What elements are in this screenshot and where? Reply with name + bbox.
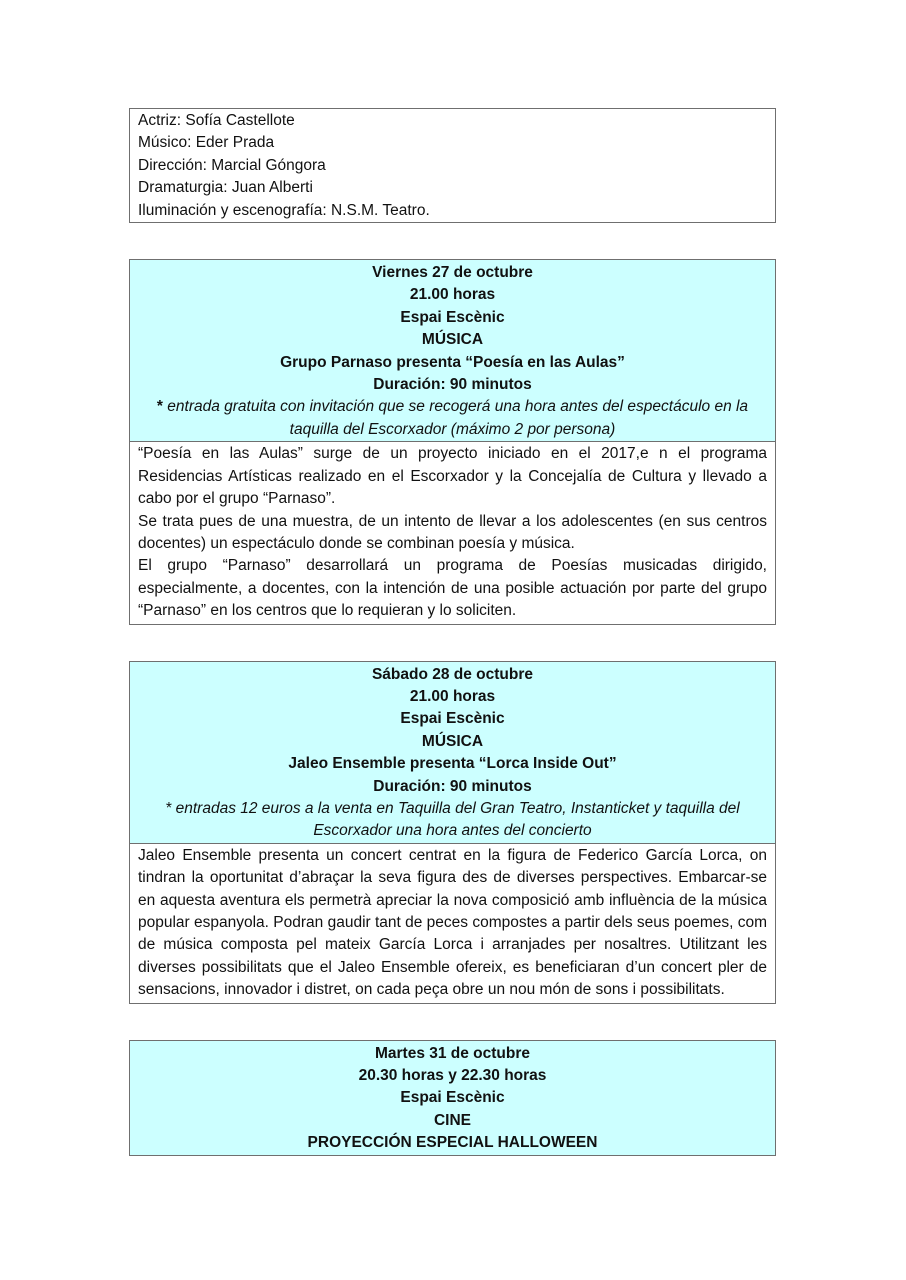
event-venue: Espai Escènic [400, 308, 505, 326]
credits-cell [130, 109, 775, 222]
event-time: 21.00 horas [409, 286, 496, 304]
credits-table [129, 108, 776, 223]
description-paragraph: Jaleo Ensemble presenta un concert centrat en la figura de Federico García Lorca, on tindran la oportunitat d’abraçar la seva figura des de diverses perspectives. Embarcar-se en aquesta aventura els permetrà apreciar la nova composició amb influència de la música popular espanyola. Podran gaudir tant de peces compostes a partir dels seus poemes, com de música composta pel mateix García Lorca i arranjades per nosaltres. Utilitzant les diverses possibilitats que el Jaleo Ensemble ofereix, es beneficiaran d’un concert pler de sensacions, innovador i distret, on cada peça obre un nou món de sons i possibilitats. [138, 846, 767, 999]
event-header [130, 662, 775, 843]
credit-line: Actriz: Sofía Castellote [138, 112, 295, 129]
note-text: entradas 12 euros a la venta en Taquilla del Gran Teatro, Instanticket y taquilla del Escorxador una hora antes del concierto [171, 799, 740, 840]
event-table-halloween [129, 1040, 776, 1156]
note-text: entrada gratuita con invitación que se recogerá una hora antes del espectáculo en la taquilla del Escorxador (máximo 2 por persona) [162, 398, 749, 438]
note-asterisk: * [165, 799, 172, 817]
event-category: MÚSICA [421, 331, 484, 349]
event-duration: Duración: 90 minutos [373, 777, 532, 795]
note-asterisk: * [156, 398, 163, 416]
event-ticket-note [138, 798, 767, 843]
event-table-jaleo [129, 661, 776, 1004]
event-title: PROYECCIÓN ESPECIAL HALLOWEEN [307, 1134, 598, 1152]
event-description [130, 843, 775, 1003]
event-time: 20.30 horas y 22.30 horas [358, 1067, 547, 1085]
credit-line: Dirección: Marcial Góngora [138, 156, 326, 174]
event-category: CINE [433, 1111, 472, 1129]
credit-line: Dramaturgia: Juan Alberti [138, 179, 313, 197]
event-header [130, 1041, 775, 1155]
event-date: Martes 31 de octubre [374, 1044, 531, 1062]
event-venue: Espai Escènic [400, 1089, 505, 1107]
document-page [129, 108, 776, 1156]
event-title: Jaleo Ensemble presenta “Lorca Inside Out” [288, 755, 617, 773]
credit-line: Iluminación y escenografía: N.S.M. Teatro. [138, 201, 430, 219]
description-paragraph: El grupo “Parnaso” desarrollará un programa de Poesías musicadas dirigido, especialmente, a docentes, con la intención de una posible actuación por parte del grupo “Parnaso” en los centros que lo requieran y lo soliciten. [138, 557, 767, 620]
event-table-parnaso [129, 259, 776, 625]
credit-line: Músico: Eder Prada [138, 134, 275, 152]
event-description [130, 441, 775, 623]
event-category: MÚSICA [421, 732, 484, 750]
event-duration: Duración: 90 minutos [373, 376, 532, 394]
event-date: Viernes 27 de octubre [372, 264, 533, 282]
event-venue: Espai Escènic [400, 710, 505, 728]
event-title: Grupo Parnaso presenta “Poesía en las Aulas” [280, 353, 625, 371]
event-header [130, 260, 775, 441]
event-time: 21.00 horas [409, 687, 496, 705]
event-ticket-note [138, 396, 767, 441]
description-paragraph: “Poesía en las Aulas” surge de un proyecto iniciado en el 2017,e n el programa Residencias Artísticas realizado en el Escorxador y la Concejalía de Cultura y llevado a cabo por el grupo “Parnaso”. [138, 445, 767, 508]
event-date: Sábado 28 de octubre [371, 665, 534, 683]
description-paragraph: Se trata pues de una muestra, de un intento de llevar a los adolescentes (en sus centros docentes) un espectáculo donde se combinan poesía y música. [138, 512, 767, 552]
